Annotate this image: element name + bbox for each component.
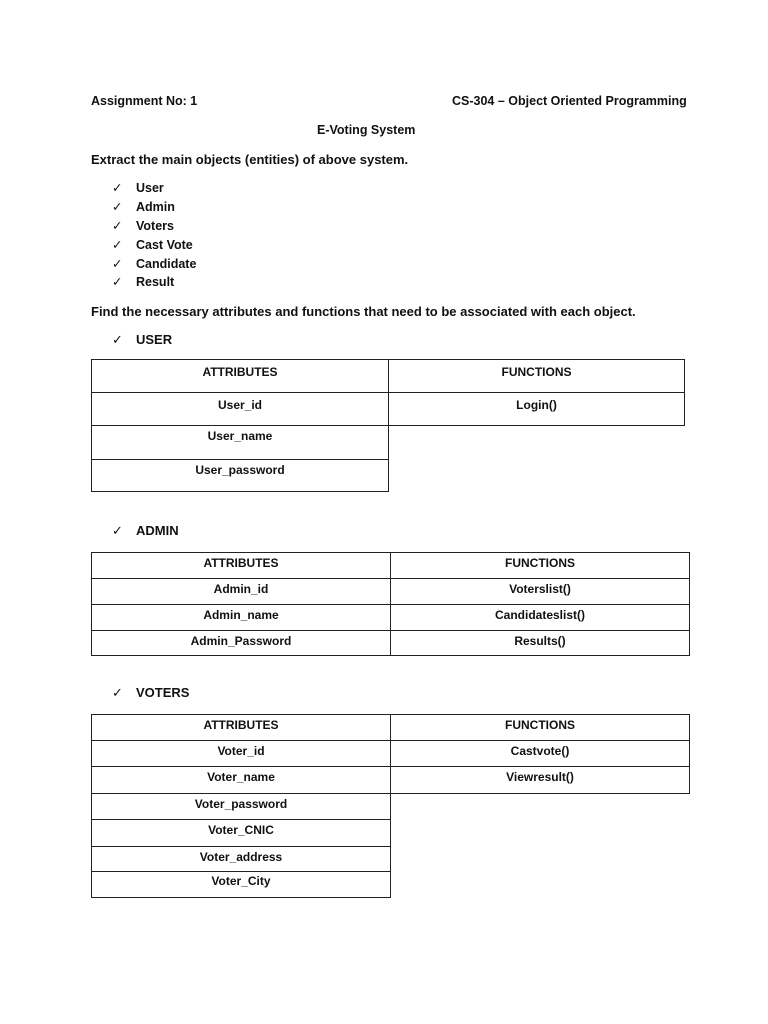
course-title: CS-304 – Object Oriented Programming: [452, 94, 687, 108]
check-icon: ✓: [112, 181, 123, 195]
table-cell-attribute: Admin_id: [91, 578, 391, 605]
table-cell-attribute: Voter_address: [91, 846, 391, 872]
check-icon: ✓: [112, 238, 123, 252]
check-icon: ✓: [112, 219, 123, 233]
table-header-attributes: ATTRIBUTES: [91, 552, 391, 579]
check-icon: ✓: [112, 685, 123, 700]
table-cell-attribute: Voter_name: [91, 766, 391, 794]
entity-label: Result: [136, 275, 175, 289]
list-item: [112, 273, 174, 291]
table-cell-function: Results(): [390, 630, 690, 656]
table-cell-attribute: Admin_Password: [91, 630, 391, 656]
table-header-attributes: ATTRIBUTES: [91, 359, 389, 393]
section-title-voters: [112, 684, 189, 702]
entity-label: Cast Vote: [136, 238, 193, 252]
entity-label: Candidate: [136, 257, 197, 271]
table-cell-function: Candidateslist(): [390, 604, 690, 631]
table-cell-attribute: Voter_id: [91, 740, 391, 767]
question-entities: Extract the main objects (entities) of above system.: [91, 152, 409, 167]
check-icon: ✓: [112, 257, 123, 271]
table-cell-function: Login(): [388, 392, 685, 426]
list-item: [112, 198, 175, 216]
entity-label: Voters: [136, 219, 174, 233]
list-item: [112, 217, 174, 235]
table-cell-attribute: User_password: [91, 459, 389, 492]
table-cell-function: Viewresult(): [390, 766, 690, 794]
table-cell-attribute: Voter_City: [91, 871, 391, 898]
table-cell-function: Castvote(): [390, 740, 690, 767]
table-cell-attribute: Admin_name: [91, 604, 391, 631]
entity-label: User: [136, 181, 164, 195]
table-cell-attribute: Voter_CNIC: [91, 819, 391, 847]
table-cell-function: Voterslist(): [390, 578, 690, 605]
table-header-functions: FUNCTIONS: [388, 359, 685, 393]
table-header-attributes: ATTRIBUTES: [91, 714, 391, 741]
check-icon: ✓: [112, 200, 123, 214]
list-item: [112, 236, 193, 254]
entity-label: Admin: [136, 200, 175, 214]
list-item: [112, 179, 164, 197]
table-header-functions: FUNCTIONS: [390, 714, 690, 741]
table-cell-attribute: User_id: [91, 392, 389, 426]
check-icon: ✓: [112, 523, 123, 538]
section-title-label: USER: [136, 332, 173, 347]
check-icon: ✓: [112, 332, 123, 347]
question-attributes: Find the necessary attributes and functions that need to be associated with each object.: [91, 304, 636, 319]
list-item: [112, 255, 196, 273]
table-cell-attribute: Voter_password: [91, 793, 391, 820]
document-title: E-Voting System: [317, 123, 416, 137]
table-header-functions: FUNCTIONS: [390, 552, 690, 579]
section-title-admin: [112, 522, 179, 540]
section-title-user: [112, 331, 172, 349]
section-title-label: VOTERS: [136, 685, 190, 700]
check-icon: ✓: [112, 275, 123, 289]
table-cell-attribute: User_name: [91, 425, 389, 460]
section-title-label: ADMIN: [136, 523, 179, 538]
assignment-number: Assignment No: 1: [91, 94, 198, 108]
